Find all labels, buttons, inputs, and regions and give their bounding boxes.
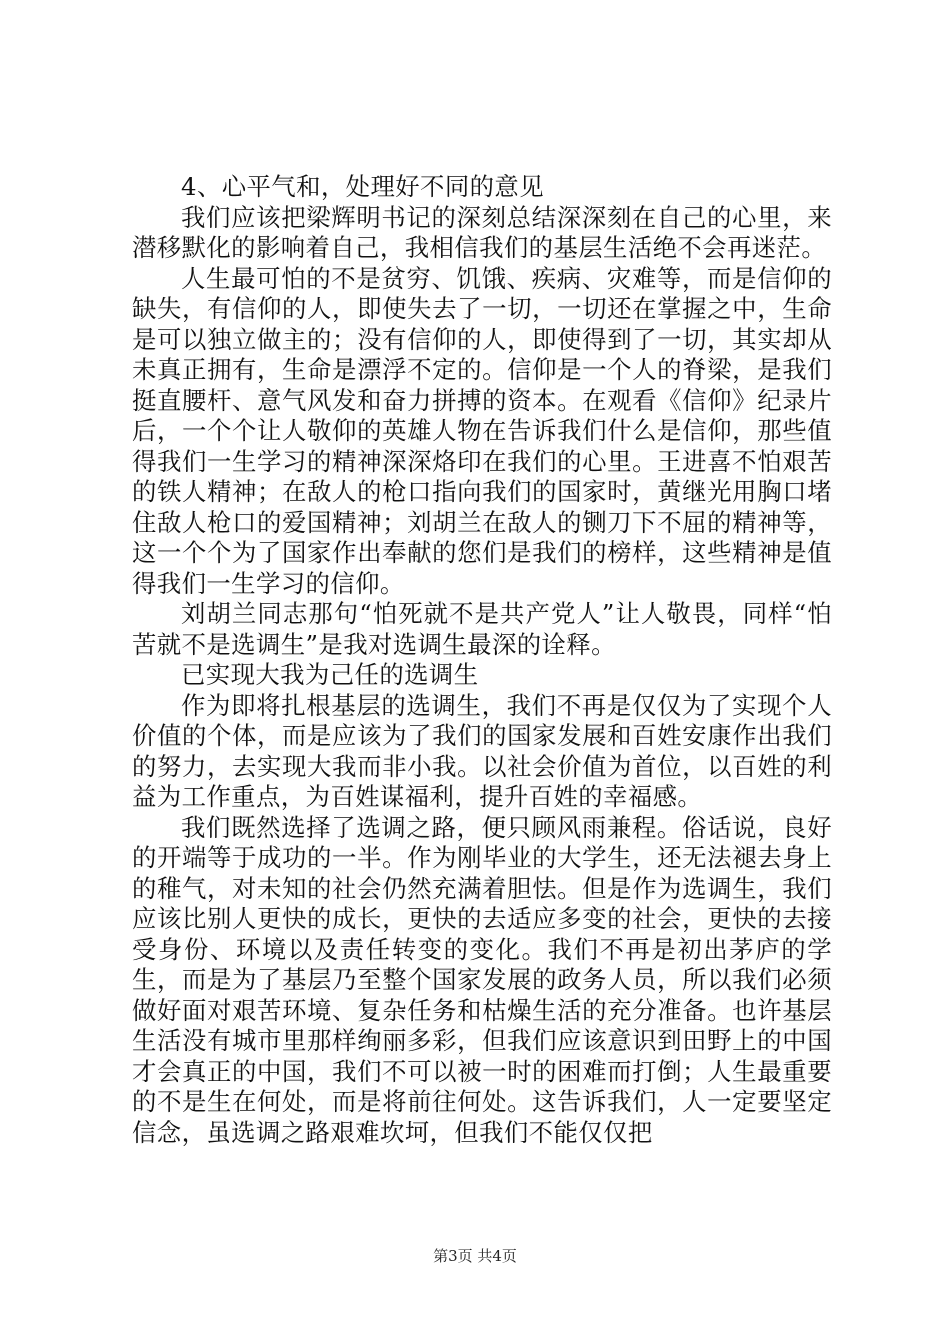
paragraph: 我们既然选择了选调之路，便只顾风雨兼程。俗话说，良好的开端等于成功的一半。作为刚毕业的大学生，还无法褪去身上的稚气，对未知的社会仍然充满着胆怯。但是作为选调生，我们应该比别人更快的成长，更快的去适应多变的社会，更快的去接受身份、环境以及责任转变的变化。我们不再是初出茅庐的学生，而是为了基层乃至整个国家发展的政务人员，所以我们必须做好面对艰苦环境、复杂任务和枯燥生活的充分准备。也许基层生活没有城市里那样绚丽多彩，但我们应该意识到田野上的中国才会真正的中国，我们不可以被一时的困难而打倒；人生最重要的不是生在何处，而是将前往何处。这告诉我们，人一定要坚定信念，虽选调之路艰难坎坷，但我们不能仅仅把 [132, 812, 832, 1147]
paragraph: 作为即将扎根基层的选调生，我们不再是仅仅为了实现个人价值的个体，而是应该为了我们的国家发展和百姓安康作出我们的努力，去实现大我而非小我。以社会价值为首位，以百姓的利益为工作重点，为百姓谋福利，提升百姓的幸福感。 [132, 690, 832, 811]
document-body [132, 172, 832, 1148]
paragraph: 人生最可怕的不是贫穷、饥饿、疾病、灾难等，而是信仰的缺失，有信仰的人，即使失去了一切，一切还在掌握之中，生命是可以独立做主的；没有信仰的人，即使得到了一切，其实却从未真正拥有，生命是漂浮不定的。信仰是一个人的脊梁，是我们挺直腰杆、意气风发和奋力拼搏的资本。在观看《信仰》纪录片后，一个个让人敬仰的英雄人物在告诉我们什么是信仰，那些值得我们一生学习的精神深深烙印在我们的心里。王进喜不怕艰苦的铁人精神；在敌人的枪口指向我们的国家时，黄继光用胸口堵住敌人枪口的爱国精神；刘胡兰在敌人的铡刀下不屈的精神等，这一个个为了国家作出奉献的您们是我们的榜样，这些精神是值得我们一生学习的信仰。 [132, 263, 832, 598]
section-heading: 已实现大我为己任的选调生 [181, 660, 479, 689]
page-footer: 第3页 共4页 [433, 1247, 517, 1265]
paragraph: 我们应该把梁辉明书记的深刻总结深深刻在自己的心里，来潜移默化的影响着自己，我相信我们的基层生活绝不会再迷茫。 [132, 202, 832, 262]
section-heading: 4、心平气和，处理好不同的意见 [181, 172, 544, 201]
paragraph: 刘胡兰同志那句“怕死就不是共产党人”让人敬畏，同样“怕苦就不是选调生”是我对选调生最深的诠释。 [132, 599, 832, 659]
